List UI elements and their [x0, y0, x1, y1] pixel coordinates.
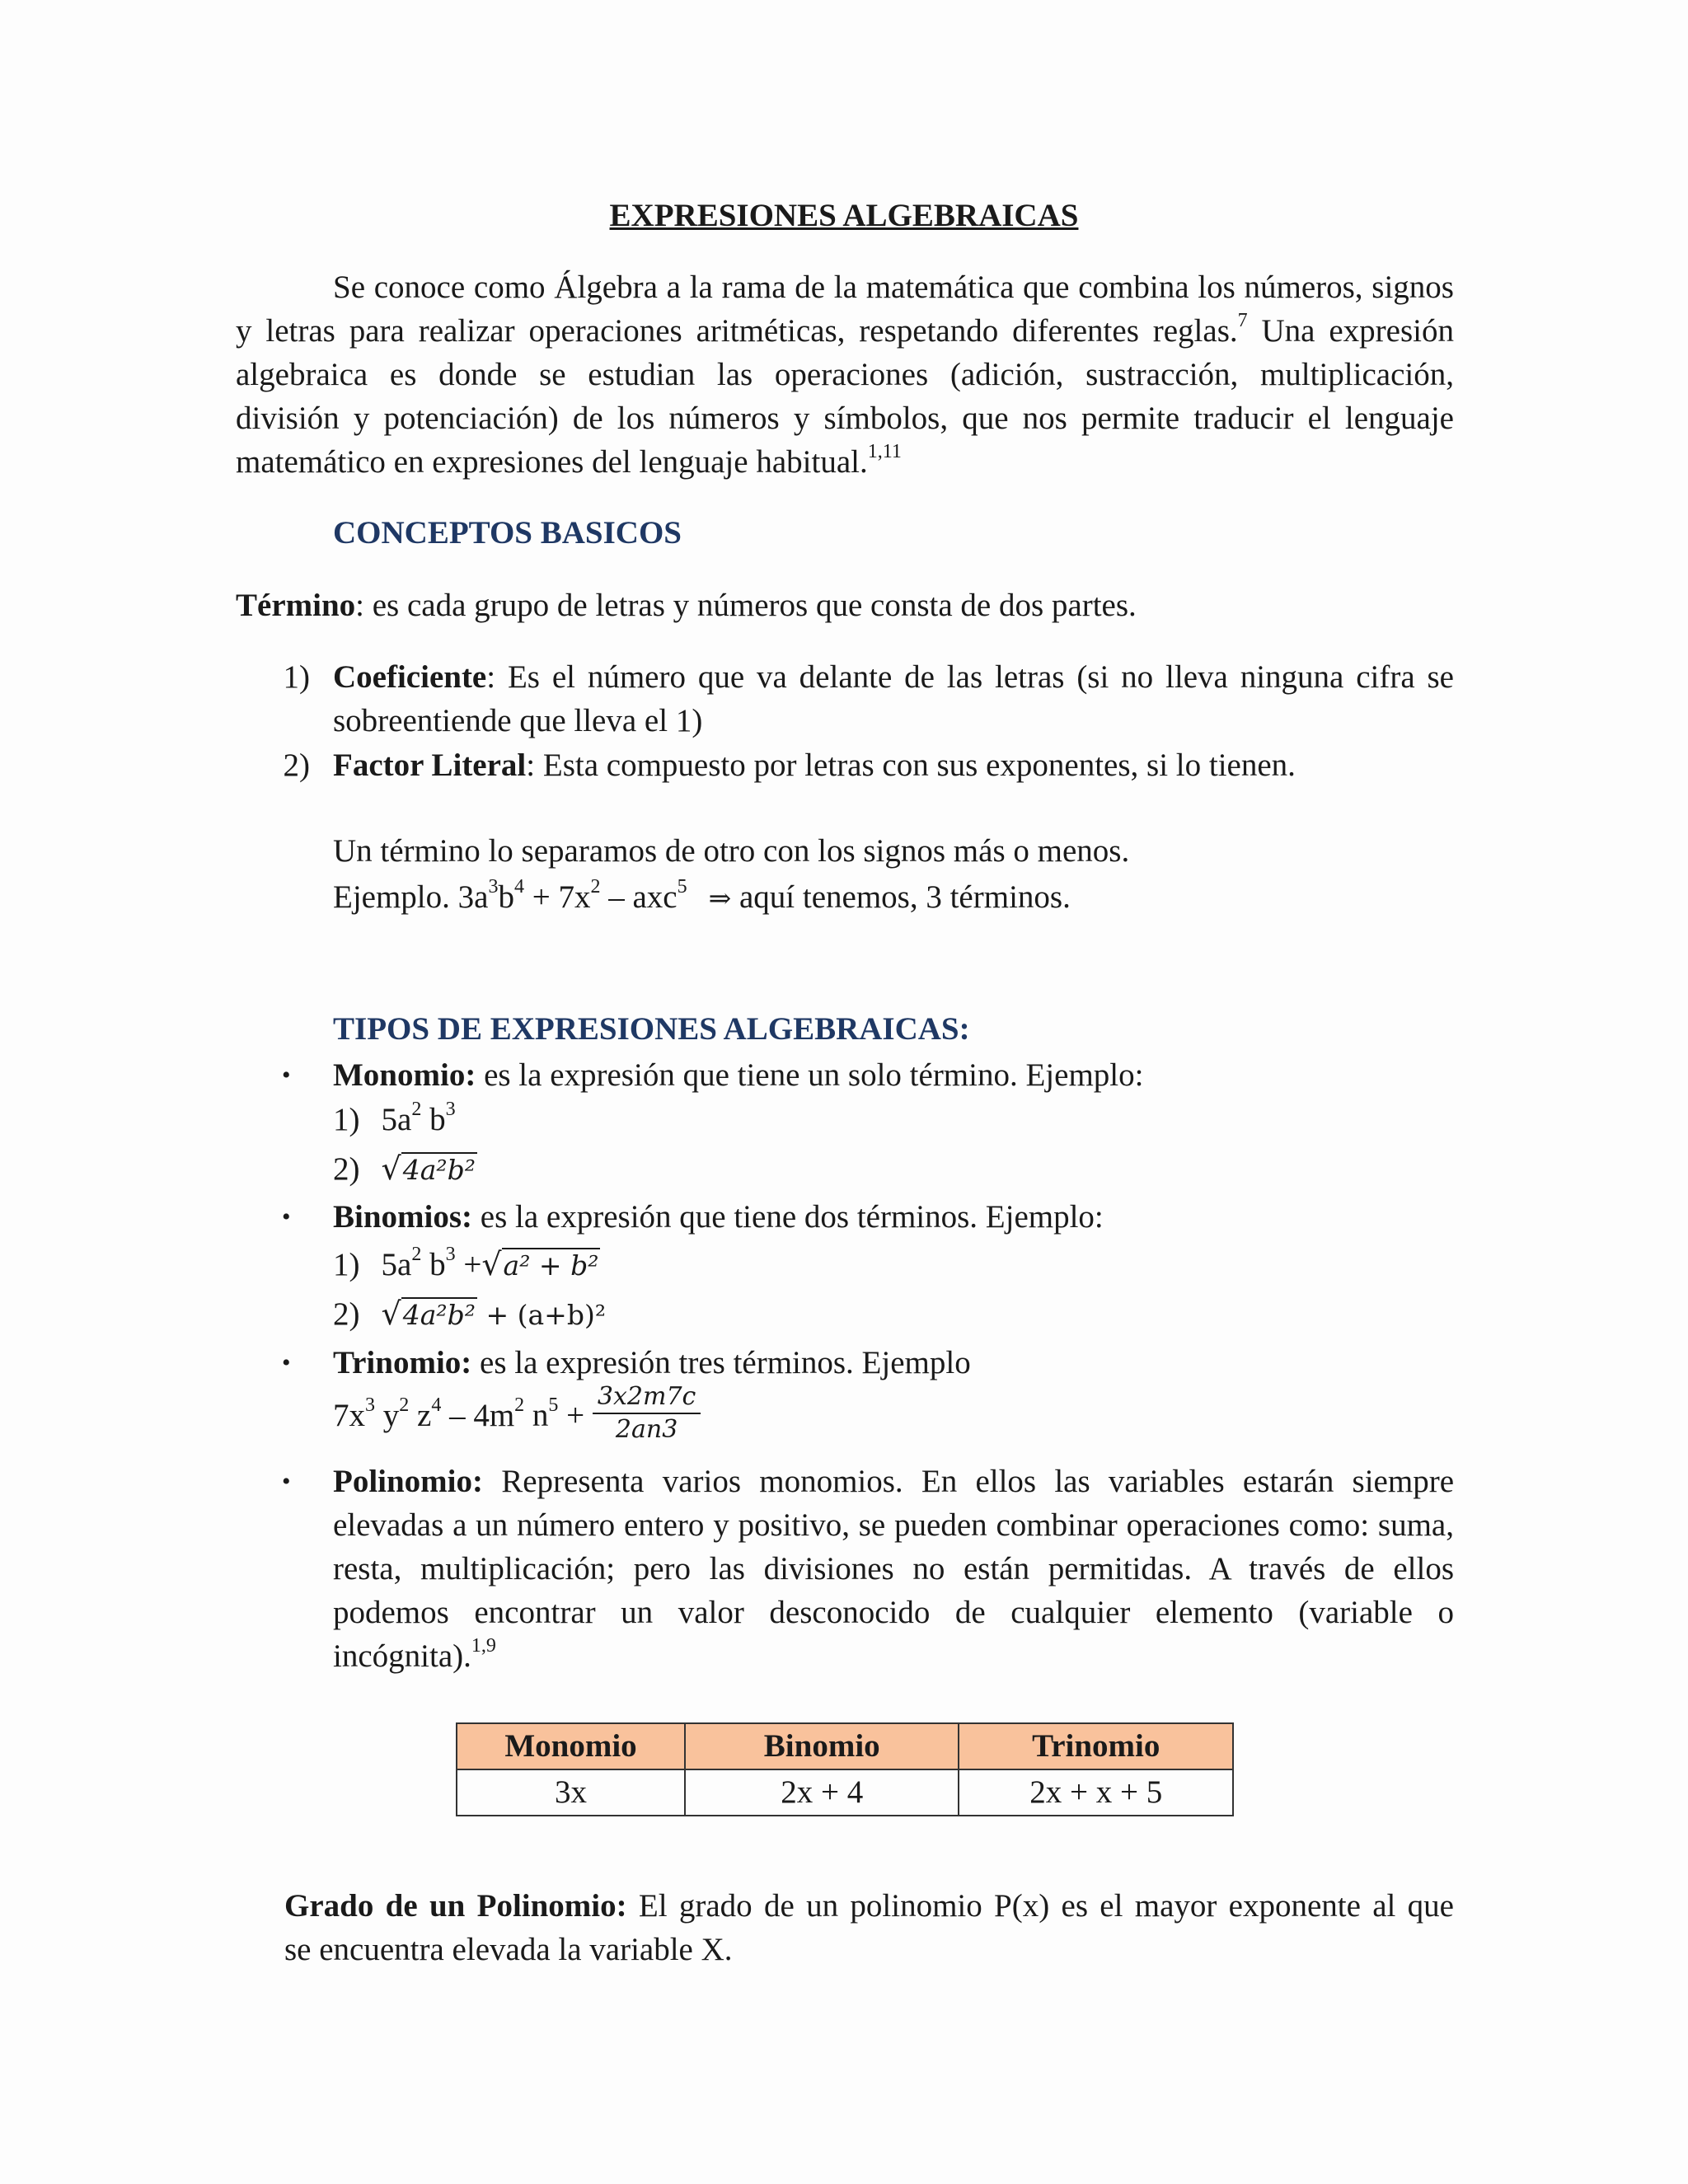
grado-line [284, 1884, 1454, 1928]
example-number: 2) [333, 1296, 360, 1332]
implies-arrow-icon: ⇒ [708, 882, 732, 914]
factor-literal-text: : Esta compuesto por letras con sus exponentes, si lo tienen. [526, 748, 1296, 783]
example-part: – axc [600, 879, 678, 915]
monomio-example-1 [333, 1098, 456, 1141]
example-part: aquí tenemos, 3 términos. [731, 879, 1071, 915]
table-cell: 3x [457, 1769, 685, 1816]
plus-sign: + [455, 1247, 482, 1282]
trinomio-label: Trinomio: [333, 1345, 472, 1380]
example-part: Ejemplo. 3a [333, 879, 489, 915]
coeficiente-label: Coeficiente [333, 659, 487, 695]
grado-label: Grado de un Polinomio: [284, 1888, 627, 1924]
binomios-label: Binomios: [333, 1199, 473, 1235]
polinomio-line: resta, multiplicación; pero las divisiones no están permitidas. A través de ellos [333, 1551, 1454, 1586]
table-header-cell: Monomio [457, 1723, 685, 1769]
example-part: 5a [381, 1102, 412, 1137]
exponent: 2 [411, 1099, 422, 1120]
example-part: + (a+b)² [476, 1299, 607, 1331]
polinomio-definition [333, 1460, 1454, 1678]
intro-paragraph [236, 265, 1454, 484]
intro-line-text: y letras para realizar operaciones aritméticas, respetando diferentes reglas. [236, 313, 1238, 349]
termino-text: : es cada grupo de letras y números que consta de dos partes. [355, 588, 1137, 623]
monomio-definition [333, 1053, 1143, 1097]
expression-types-table [456, 1722, 1234, 1816]
table-cell: 2x + x + 5 [959, 1769, 1233, 1816]
separator-text: Un término lo separamos de otro con los signos más o menos. [333, 833, 1130, 869]
polinomio-line: elevadas a un número entero y positivo, se pueden combinar operaciones como: suma, [333, 1507, 1454, 1543]
monomio-text: es la expresión que tiene un solo término. Ejemplo: [476, 1057, 1144, 1093]
polinomio-text: Representa varios monomios. En ellos las variables estarán siempre [483, 1464, 1454, 1499]
intro-line-text: matemático en expresiones del lenguaje habitual. [236, 444, 868, 480]
example-number: 1) [333, 1102, 360, 1137]
intro-line: algebraica es donde se estudian las operaciones (adición, sustracción, multiplicación, [236, 357, 1454, 392]
radicand: 4a²b² [402, 1299, 476, 1331]
intro-line: Se conoce como Álgebra a la rama de la matemática que combina los números, signos [333, 269, 1454, 305]
exponent: 3 [445, 1099, 456, 1120]
polinomio-line: podemos encontrar un valor desconocido de cualquier elemento (variable o [333, 1595, 1454, 1630]
table-header-cell: Binomio [685, 1723, 959, 1769]
exponent: 2 [590, 876, 601, 898]
exponent: 2 [411, 1244, 422, 1265]
list-item-text [333, 655, 1454, 699]
bullet-icon: • [282, 1062, 291, 1089]
exponent: 2 [514, 1394, 525, 1416]
example-part: 5a [381, 1247, 412, 1282]
list-item-factor-literal [236, 743, 1454, 787]
grado-paragraph [284, 1884, 1454, 1971]
radicand: a² + b² [503, 1249, 599, 1282]
example-part: n [524, 1397, 549, 1433]
table-cell: 2x + 4 [685, 1769, 959, 1816]
square-root [481, 1243, 600, 1286]
polinomio-line [333, 1634, 1454, 1678]
trinomio-text: es la expresión tres términos. Ejemplo [471, 1345, 971, 1380]
binomios-example-2 [333, 1292, 606, 1337]
exponent: 3 [488, 876, 499, 898]
bullet-icon: • [282, 1349, 291, 1376]
fraction-numerator: 3x2m7c [593, 1381, 701, 1414]
trinomio-definition [333, 1341, 971, 1385]
exponent: 5 [677, 876, 687, 898]
polinomio-line [333, 1460, 1454, 1503]
list-item-text: sobreentiende que lleva el 1) [333, 703, 703, 738]
intro-line [236, 309, 1454, 353]
radical-sign-icon: √ [481, 1246, 502, 1282]
binomios-definition [333, 1195, 1104, 1239]
footnote-ref: 1,11 [867, 441, 902, 462]
list-item-coeficiente [236, 655, 1454, 743]
grado-line: se encuentra elevada la variable X. [284, 1932, 733, 1967]
footnote-ref: 1,9 [471, 1635, 496, 1657]
plus-sign: + [558, 1397, 593, 1433]
example-part: – 4m [441, 1397, 515, 1433]
square-root [382, 1147, 477, 1191]
fraction-denominator: 2an3 [615, 1415, 678, 1444]
example-number: 1) [333, 1247, 360, 1282]
table-row [457, 1769, 1233, 1816]
monomio-example-2 [333, 1147, 477, 1191]
coeficiente-text: : Es el número que va delante de las letras (si no lleva ninguna cifra se [486, 659, 1454, 695]
list-item-text [333, 743, 1454, 787]
page-title: EXPRESIONES ALGEBRAICAS [609, 198, 1079, 233]
bullet-icon: • [282, 1203, 291, 1230]
square-root [382, 1292, 477, 1336]
radical-sign-icon: √ [381, 1296, 401, 1332]
example-part: z [409, 1397, 432, 1433]
fraction [593, 1381, 701, 1446]
example-part: b [421, 1102, 446, 1137]
list-number: 2) [283, 748, 310, 783]
termino-definition [236, 583, 1137, 627]
example-part: b [498, 879, 514, 915]
intro-line: división y potenciación) de los números y símbolos, que nos permite traducir el lenguaje [236, 401, 1454, 436]
monomio-label: Monomio: [333, 1057, 476, 1093]
list-number: 1) [283, 659, 310, 695]
radicand: 4a²b² [402, 1154, 476, 1186]
footnote-ref: 7 [1237, 310, 1248, 331]
example-number: 2) [333, 1151, 360, 1187]
exponent: 2 [399, 1394, 410, 1416]
example-part: + 7x [523, 879, 591, 915]
exponent: 3 [365, 1394, 375, 1416]
polinomio-label: Polinomio: [333, 1464, 483, 1499]
intro-line-tail: Una expresión [1247, 313, 1454, 349]
radical-sign-icon: √ [381, 1151, 401, 1187]
factor-literal-label: Factor Literal [333, 748, 527, 783]
table-header-cell: Trinomio [959, 1723, 1233, 1769]
section-heading-conceptos: CONCEPTOS BASICOS [333, 515, 682, 551]
termino-label: Término [236, 588, 356, 623]
example-part: 7x [333, 1397, 365, 1433]
grado-text: El grado de un polinomio P(x) es el mayor exponente al que [626, 1888, 1454, 1924]
section-heading-tipos: TIPOS DE EXPRESIONES ALGEBRAICAS: [333, 1011, 970, 1047]
exponent: 4 [513, 876, 524, 898]
polinomio-text: incógnita). [333, 1638, 471, 1674]
binomios-example-1 [333, 1243, 600, 1286]
intro-line [236, 440, 1454, 484]
bullet-icon: • [282, 1468, 291, 1495]
table-header-row [457, 1723, 1233, 1769]
exponent: 4 [431, 1394, 442, 1416]
binomios-text: es la expresión que tiene dos términos. Ejemplo: [472, 1199, 1104, 1235]
exponent: 5 [548, 1394, 559, 1416]
example-expression [333, 875, 1071, 920]
trinomio-example [333, 1382, 701, 1451]
example-part: b [421, 1247, 446, 1282]
exponent: 3 [445, 1244, 456, 1265]
example-part: y [375, 1397, 400, 1433]
